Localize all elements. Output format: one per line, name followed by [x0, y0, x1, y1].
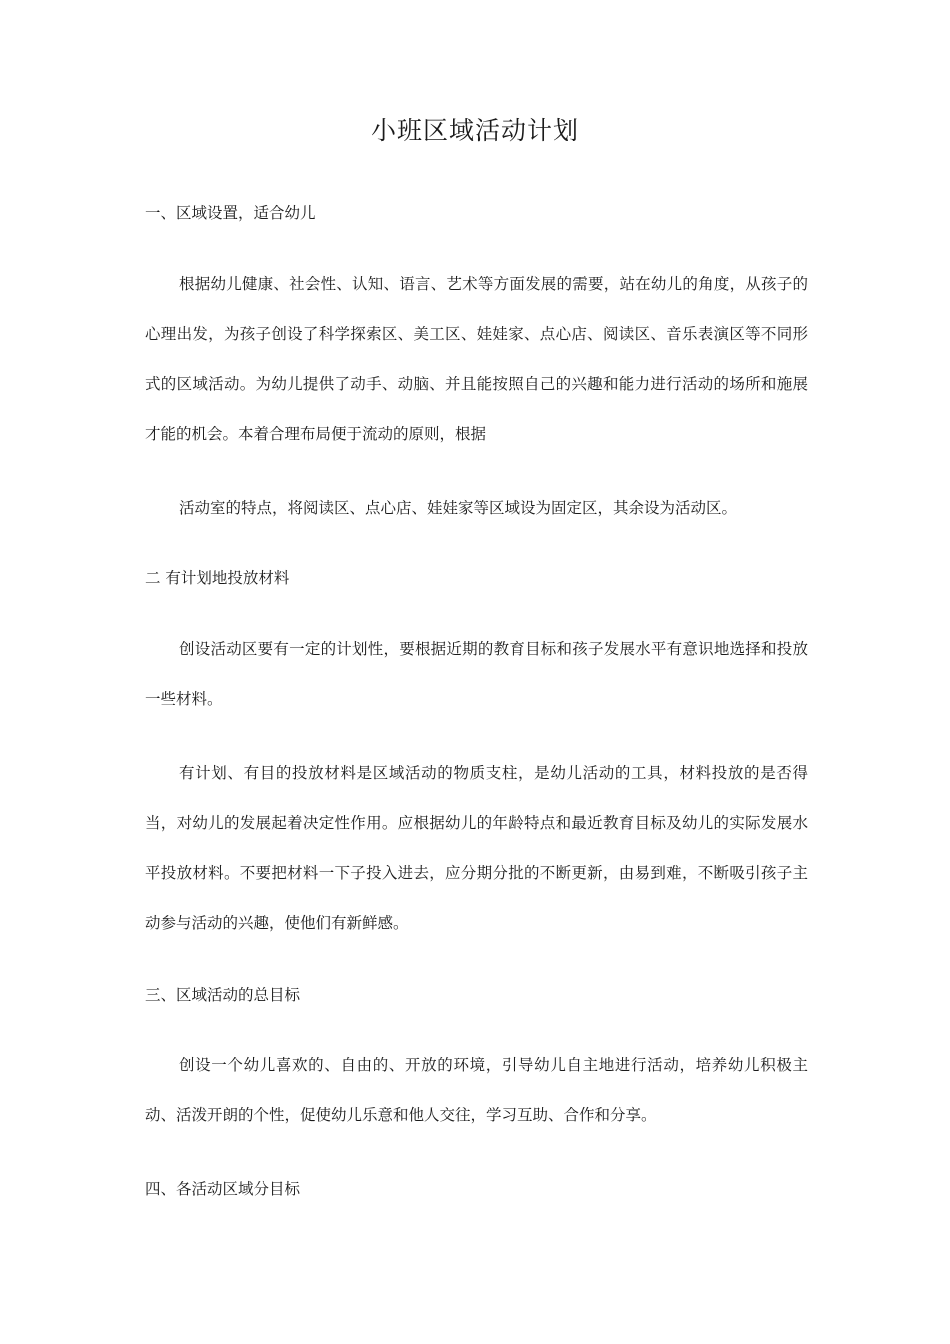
- section-2-paragraph-1: 创设活动区要有一定的计划性，要根据近期的教育目标和孩子发展水平有意识地选择和投放一些材料。: [145, 640, 808, 708]
- section-1-heading: 一、区域设置，适合幼儿: [145, 204, 316, 222]
- section-1-paragraph-1: 根据幼儿健康、社会性、认知、语言、艺术等方面发展的需要，站在幼儿的角度，从孩子的心理出发，为孩子创设了科学探索区、美工区、娃娃家、点心店、阅读区、音乐表演区等不同形式的区域活动。为幼儿提供了动手、动脑、并且能按照自己的兴趣和能力进行活动的场所和施展才能的机会。本着合理布局便于流动的原则，根据: [145, 275, 808, 443]
- section-1-paragraph-2: 活动室的特点，将阅读区、点心店、娃娃家等区域设为固定区，其余设为活动区。: [179, 499, 738, 517]
- section-4-heading: 四、各活动区域分目标: [145, 1180, 301, 1198]
- page-title: 小班区域活动计划: [370, 116, 579, 145]
- section-2-paragraph-2: 有计划、有目的投放材料是区域活动的物质支柱，是幼儿活动的工具，材料投放的是否得当，对幼儿的发展起着决定性作用。应根据幼儿的年龄特点和最近教育目标及幼儿的实际发展水平投放材料。不要把材料一下子投入进去，应分期分批的不断更新，由易到难，不断吸引孩子主动参与活动的兴趣，使他们有新鲜感。: [145, 764, 808, 932]
- section-2-heading: 二 有计划地投放材料: [145, 569, 290, 587]
- section-3-heading: 三、区域活动的总目标: [145, 986, 301, 1004]
- section-3-paragraph-1: 创设一个幼儿喜欢的、自由的、开放的环境，引导幼儿自主地进行活动，培养幼儿积极主动、活泼开朗的个性，促使幼儿乐意和他人交往，学习互助、合作和分享。: [145, 1056, 808, 1124]
